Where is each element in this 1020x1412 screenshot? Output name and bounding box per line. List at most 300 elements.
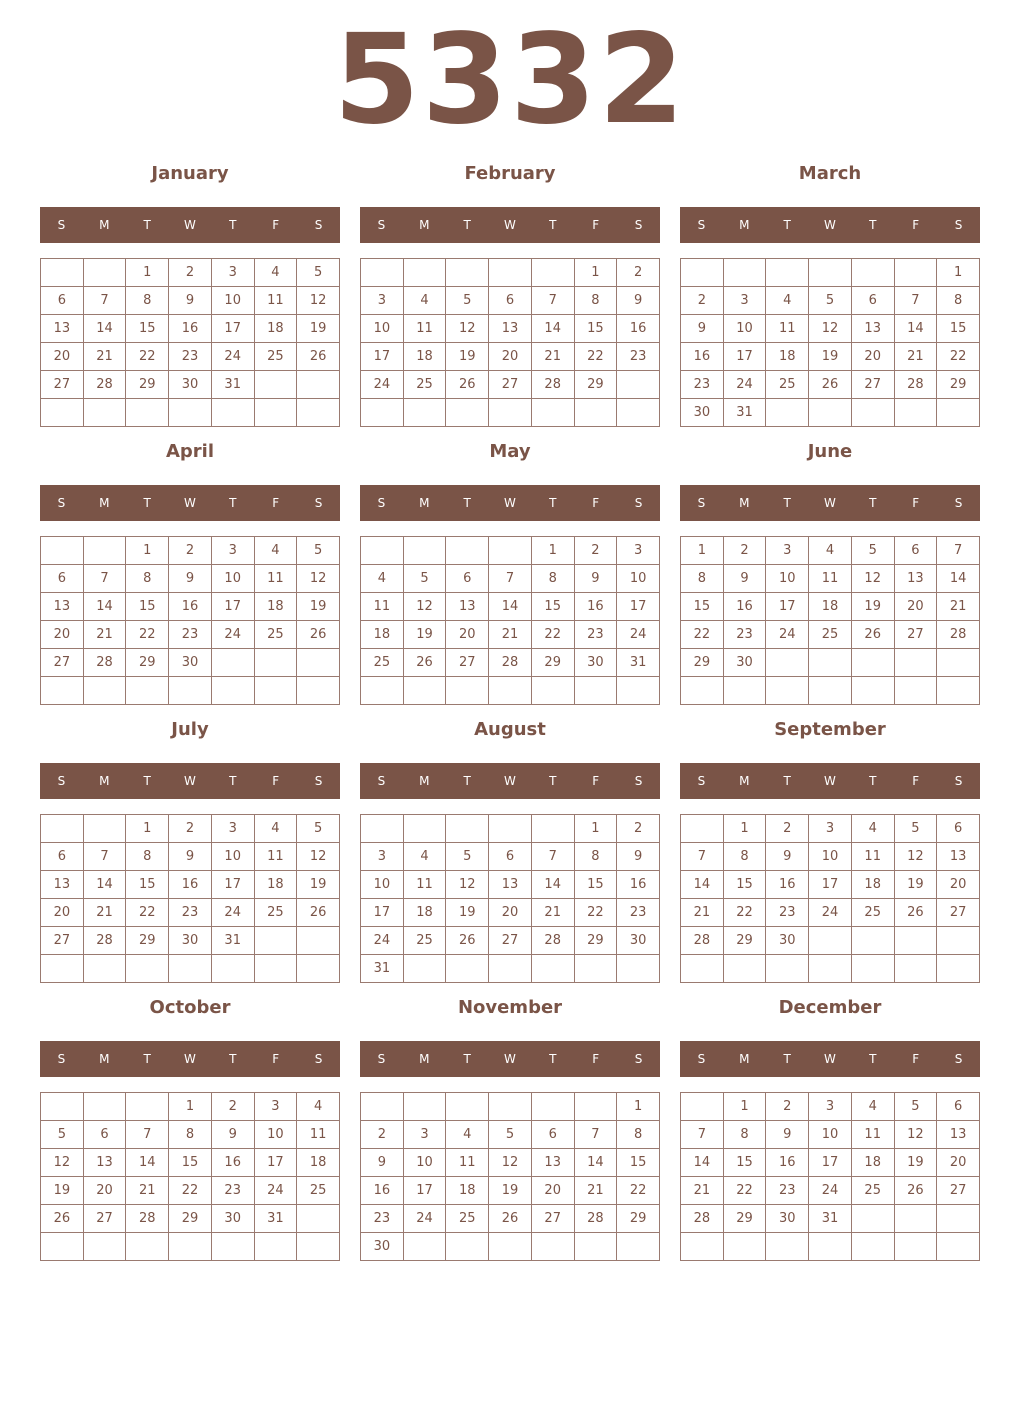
empty-cell (937, 677, 980, 705)
day-cell: 31 (255, 1205, 298, 1233)
day-cell: 1 (532, 537, 575, 565)
empty-cell (766, 259, 809, 287)
weekday-label: W (824, 774, 836, 788)
empty-cell (212, 649, 255, 677)
empty-cell (41, 677, 84, 705)
day-cell: 11 (404, 871, 447, 899)
month-name: October (149, 997, 231, 1018)
day-cell: 21 (895, 343, 938, 371)
month-name: January (151, 163, 229, 184)
day-cell: 3 (361, 843, 404, 871)
day-cell: 3 (766, 537, 809, 565)
day-cell: 24 (361, 927, 404, 955)
day-cell: 5 (446, 287, 489, 315)
empty-cell (297, 927, 340, 955)
weekday-header (360, 1041, 660, 1077)
day-cell: 8 (724, 1121, 767, 1149)
day-cell: 22 (575, 343, 618, 371)
day-cell: 18 (297, 1149, 340, 1177)
day-cell: 6 (84, 1121, 127, 1149)
day-cell: 14 (84, 593, 127, 621)
empty-cell (126, 677, 169, 705)
empty-cell (404, 677, 447, 705)
empty-cell (766, 955, 809, 983)
day-cell: 15 (532, 593, 575, 621)
day-cell: 21 (532, 899, 575, 927)
day-cell: 29 (532, 649, 575, 677)
day-cell: 29 (724, 927, 767, 955)
day-cell: 15 (724, 871, 767, 899)
day-cell: 16 (169, 315, 212, 343)
day-cell: 17 (809, 871, 852, 899)
empty-cell (446, 537, 489, 565)
weekday-label: T (783, 774, 791, 788)
day-cell: 25 (766, 371, 809, 399)
empty-cell (937, 927, 980, 955)
day-cell: 5 (297, 537, 340, 565)
empty-cell (724, 259, 767, 287)
day-cell: 4 (361, 565, 404, 593)
day-cell: 12 (41, 1149, 84, 1177)
day-cell: 23 (169, 343, 212, 371)
day-cell: 4 (446, 1121, 489, 1149)
day-cell: 3 (404, 1121, 447, 1149)
empty-cell (532, 955, 575, 983)
empty-cell (404, 1233, 447, 1261)
weekday-label: S (377, 774, 386, 788)
day-cell: 27 (41, 649, 84, 677)
empty-cell (212, 677, 255, 705)
day-grid (680, 258, 980, 427)
day-cell: 26 (895, 1177, 938, 1205)
weekday-header (40, 763, 340, 799)
day-cell: 9 (169, 843, 212, 871)
day-cell: 26 (489, 1205, 532, 1233)
day-cell: 27 (446, 649, 489, 677)
day-cell: 4 (404, 843, 447, 871)
empty-cell (895, 1233, 938, 1261)
day-cell: 12 (446, 871, 489, 899)
day-cell: 14 (489, 593, 532, 621)
day-cell: 31 (212, 927, 255, 955)
weekday-label: M (419, 1052, 430, 1066)
empty-cell (809, 259, 852, 287)
empty-cell (41, 815, 84, 843)
empty-cell (84, 399, 127, 427)
day-cell: 30 (575, 649, 618, 677)
day-cell: 9 (169, 565, 212, 593)
day-cell: 14 (937, 565, 980, 593)
day-cell: 7 (681, 1121, 724, 1149)
day-cell: 1 (937, 259, 980, 287)
day-cell: 8 (126, 843, 169, 871)
day-cell: 24 (255, 1177, 298, 1205)
day-cell: 21 (84, 899, 127, 927)
day-cell: 25 (852, 1177, 895, 1205)
day-cell: 13 (937, 843, 980, 871)
day-cell: 28 (895, 371, 938, 399)
day-cell: 18 (446, 1177, 489, 1205)
day-cell: 28 (489, 649, 532, 677)
day-cell: 24 (212, 621, 255, 649)
empty-cell (681, 677, 724, 705)
day-cell: 8 (169, 1121, 212, 1149)
day-cell: 7 (532, 843, 575, 871)
day-cell: 11 (852, 843, 895, 871)
weekday-header (40, 485, 340, 521)
empty-cell (297, 371, 340, 399)
weekday-label: S (697, 496, 706, 510)
day-cell: 14 (126, 1149, 169, 1177)
day-cell: 31 (809, 1205, 852, 1233)
day-cell: 23 (724, 621, 767, 649)
day-cell: 7 (84, 843, 127, 871)
day-cell: 2 (617, 259, 660, 287)
empty-cell (617, 955, 660, 983)
weekday-label: T (463, 1052, 471, 1066)
empty-cell (809, 677, 852, 705)
empty-cell (41, 955, 84, 983)
day-cell: 20 (84, 1177, 127, 1205)
day-cell: 21 (489, 621, 532, 649)
day-cell: 18 (404, 343, 447, 371)
weekday-header (680, 763, 980, 799)
day-cell: 26 (404, 649, 447, 677)
day-cell: 16 (617, 315, 660, 343)
day-cell: 12 (895, 1121, 938, 1149)
day-cell: 13 (489, 871, 532, 899)
day-cell: 4 (852, 815, 895, 843)
weekday-label: T (783, 218, 791, 232)
day-cell: 7 (126, 1121, 169, 1149)
empty-cell (852, 1233, 895, 1261)
month-name: July (171, 719, 209, 740)
empty-cell (84, 677, 127, 705)
day-cell: 4 (255, 537, 298, 565)
day-cell: 17 (809, 1149, 852, 1177)
day-cell: 8 (937, 287, 980, 315)
empty-cell (766, 677, 809, 705)
empty-cell (617, 371, 660, 399)
empty-cell (681, 1093, 724, 1121)
day-cell: 22 (532, 621, 575, 649)
day-cell: 2 (575, 537, 618, 565)
empty-cell (575, 677, 618, 705)
day-cell: 14 (895, 315, 938, 343)
day-cell: 5 (809, 287, 852, 315)
empty-cell (446, 259, 489, 287)
day-cell: 28 (937, 621, 980, 649)
day-cell: 23 (617, 343, 660, 371)
empty-cell (575, 399, 618, 427)
day-cell: 16 (575, 593, 618, 621)
weekday-label: F (912, 1052, 920, 1066)
day-cell: 21 (126, 1177, 169, 1205)
weekday-label: T (549, 1052, 557, 1066)
day-cell: 17 (255, 1149, 298, 1177)
day-cell: 19 (297, 593, 340, 621)
day-cell: 16 (617, 871, 660, 899)
weekday-label: F (272, 218, 280, 232)
day-cell: 6 (446, 565, 489, 593)
day-cell: 19 (446, 899, 489, 927)
weekday-label: T (463, 774, 471, 788)
empty-cell (446, 955, 489, 983)
month-august (360, 716, 660, 985)
day-grid (40, 814, 340, 983)
day-cell: 16 (766, 871, 809, 899)
day-cell: 18 (404, 899, 447, 927)
day-cell: 4 (766, 287, 809, 315)
day-cell: 1 (575, 815, 618, 843)
day-cell: 21 (84, 343, 127, 371)
empty-cell (852, 649, 895, 677)
empty-cell (126, 955, 169, 983)
day-cell: 13 (489, 315, 532, 343)
day-cell: 24 (212, 899, 255, 927)
day-cell: 19 (404, 621, 447, 649)
day-cell: 12 (446, 315, 489, 343)
day-cell: 9 (766, 1121, 809, 1149)
day-cell: 20 (489, 899, 532, 927)
day-cell: 3 (617, 537, 660, 565)
empty-cell (766, 649, 809, 677)
year-title: 5332 (333, 8, 687, 152)
day-cell: 7 (84, 565, 127, 593)
weekday-label: M (99, 218, 110, 232)
day-cell: 5 (852, 537, 895, 565)
day-cell: 14 (575, 1149, 618, 1177)
empty-cell (489, 815, 532, 843)
day-cell: 29 (724, 1205, 767, 1233)
day-cell: 29 (126, 371, 169, 399)
empty-cell (446, 677, 489, 705)
empty-cell (41, 259, 84, 287)
day-grid (680, 536, 980, 705)
day-cell: 27 (489, 927, 532, 955)
day-cell: 30 (169, 371, 212, 399)
weekday-label: T (869, 1052, 877, 1066)
day-cell: 1 (681, 537, 724, 565)
day-cell: 14 (84, 315, 127, 343)
weekday-label: S (697, 218, 706, 232)
day-cell: 29 (575, 927, 618, 955)
weekday-label: W (184, 496, 196, 510)
day-cell: 28 (126, 1205, 169, 1233)
day-cell: 3 (809, 815, 852, 843)
empty-cell (681, 955, 724, 983)
day-cell: 9 (169, 287, 212, 315)
empty-cell (446, 1093, 489, 1121)
day-cell: 2 (681, 287, 724, 315)
day-cell: 12 (895, 843, 938, 871)
weekday-label: T (143, 1052, 151, 1066)
day-cell: 20 (937, 871, 980, 899)
day-cell: 1 (126, 259, 169, 287)
day-cell: 10 (212, 565, 255, 593)
empty-cell (255, 677, 298, 705)
weekday-label: W (824, 218, 836, 232)
weekday-label: S (57, 218, 66, 232)
day-cell: 11 (852, 1121, 895, 1149)
empty-cell (852, 399, 895, 427)
day-cell: 10 (766, 565, 809, 593)
empty-cell (255, 371, 298, 399)
day-cell: 20 (937, 1149, 980, 1177)
empty-cell (446, 815, 489, 843)
weekday-label: W (504, 1052, 516, 1066)
day-cell: 5 (404, 565, 447, 593)
empty-cell (617, 1233, 660, 1261)
day-cell: 29 (681, 649, 724, 677)
day-cell: 12 (297, 843, 340, 871)
weekday-label: T (143, 218, 151, 232)
weekday-label: M (419, 218, 430, 232)
weekday-label: S (57, 774, 66, 788)
weekday-label: W (184, 218, 196, 232)
day-cell: 17 (361, 899, 404, 927)
day-cell: 6 (852, 287, 895, 315)
empty-cell (895, 955, 938, 983)
day-cell: 6 (532, 1121, 575, 1149)
day-cell: 29 (126, 927, 169, 955)
month-name: September (774, 719, 886, 740)
empty-cell (361, 399, 404, 427)
day-cell: 31 (617, 649, 660, 677)
month-name: February (464, 163, 556, 184)
weekday-label: M (739, 1052, 750, 1066)
weekday-label: T (229, 1052, 237, 1066)
weekday-label: T (783, 496, 791, 510)
day-cell: 24 (361, 371, 404, 399)
day-cell: 21 (937, 593, 980, 621)
empty-cell (297, 649, 340, 677)
day-cell: 27 (532, 1205, 575, 1233)
empty-cell (84, 955, 127, 983)
day-cell: 8 (617, 1121, 660, 1149)
day-cell: 10 (617, 565, 660, 593)
empty-cell (532, 815, 575, 843)
day-cell: 22 (724, 899, 767, 927)
empty-cell (169, 1233, 212, 1261)
weekday-label: T (143, 774, 151, 788)
day-cell: 5 (489, 1121, 532, 1149)
day-cell: 31 (724, 399, 767, 427)
day-cell: 7 (895, 287, 938, 315)
month-january (40, 160, 340, 429)
weekday-label: W (824, 1052, 836, 1066)
day-cell: 14 (681, 871, 724, 899)
day-cell: 2 (766, 815, 809, 843)
day-cell: 11 (361, 593, 404, 621)
day-cell: 9 (724, 565, 767, 593)
weekday-label: M (99, 496, 110, 510)
empty-cell (255, 1233, 298, 1261)
day-cell: 23 (169, 621, 212, 649)
day-cell: 7 (575, 1121, 618, 1149)
day-cell: 20 (489, 343, 532, 371)
empty-cell (41, 537, 84, 565)
weekday-label: S (954, 774, 963, 788)
day-cell: 11 (809, 565, 852, 593)
month-name: April (165, 441, 215, 462)
day-cell: 27 (41, 927, 84, 955)
empty-cell (852, 677, 895, 705)
day-cell: 22 (169, 1177, 212, 1205)
empty-cell (297, 1205, 340, 1233)
weekday-label: T (783, 1052, 791, 1066)
day-cell: 18 (809, 593, 852, 621)
day-cell: 27 (489, 371, 532, 399)
day-cell: 17 (212, 871, 255, 899)
day-cell: 17 (212, 315, 255, 343)
empty-cell (489, 1233, 532, 1261)
weekday-header (40, 207, 340, 243)
day-cell: 18 (255, 315, 298, 343)
weekday-header (360, 763, 660, 799)
empty-cell (937, 1233, 980, 1261)
empty-cell (532, 399, 575, 427)
day-cell: 2 (724, 537, 767, 565)
day-cell: 10 (255, 1121, 298, 1149)
day-cell: 24 (404, 1205, 447, 1233)
weekday-label: F (592, 1052, 600, 1066)
day-cell: 9 (212, 1121, 255, 1149)
empty-cell (575, 955, 618, 983)
month-may (360, 438, 660, 707)
weekday-label: F (912, 218, 920, 232)
day-cell: 13 (852, 315, 895, 343)
weekday-label: T (463, 496, 471, 510)
day-cell: 13 (532, 1149, 575, 1177)
empty-cell (489, 259, 532, 287)
day-cell: 30 (766, 927, 809, 955)
empty-cell (852, 259, 895, 287)
day-cell: 28 (84, 649, 127, 677)
weekday-label: F (272, 496, 280, 510)
empty-cell (169, 677, 212, 705)
day-cell: 25 (361, 649, 404, 677)
day-cell: 22 (126, 343, 169, 371)
day-cell: 15 (575, 315, 618, 343)
empty-cell (532, 259, 575, 287)
day-cell: 25 (404, 927, 447, 955)
weekday-label: F (592, 774, 600, 788)
day-cell: 12 (489, 1149, 532, 1177)
weekday-label: S (954, 496, 963, 510)
day-cell: 2 (169, 537, 212, 565)
day-cell: 30 (766, 1205, 809, 1233)
day-cell: 9 (575, 565, 618, 593)
day-cell: 3 (212, 815, 255, 843)
day-cell: 1 (617, 1093, 660, 1121)
empty-cell (937, 1205, 980, 1233)
day-cell: 18 (255, 593, 298, 621)
day-cell: 15 (681, 593, 724, 621)
weekday-label: S (634, 218, 643, 232)
empty-cell (255, 649, 298, 677)
day-cell: 2 (169, 259, 212, 287)
weekday-label: T (229, 774, 237, 788)
day-cell: 28 (681, 927, 724, 955)
day-cell: 20 (852, 343, 895, 371)
day-cell: 5 (446, 843, 489, 871)
day-cell: 21 (84, 621, 127, 649)
day-cell: 28 (84, 371, 127, 399)
day-cell: 11 (255, 843, 298, 871)
day-cell: 23 (212, 1177, 255, 1205)
day-cell: 8 (532, 565, 575, 593)
